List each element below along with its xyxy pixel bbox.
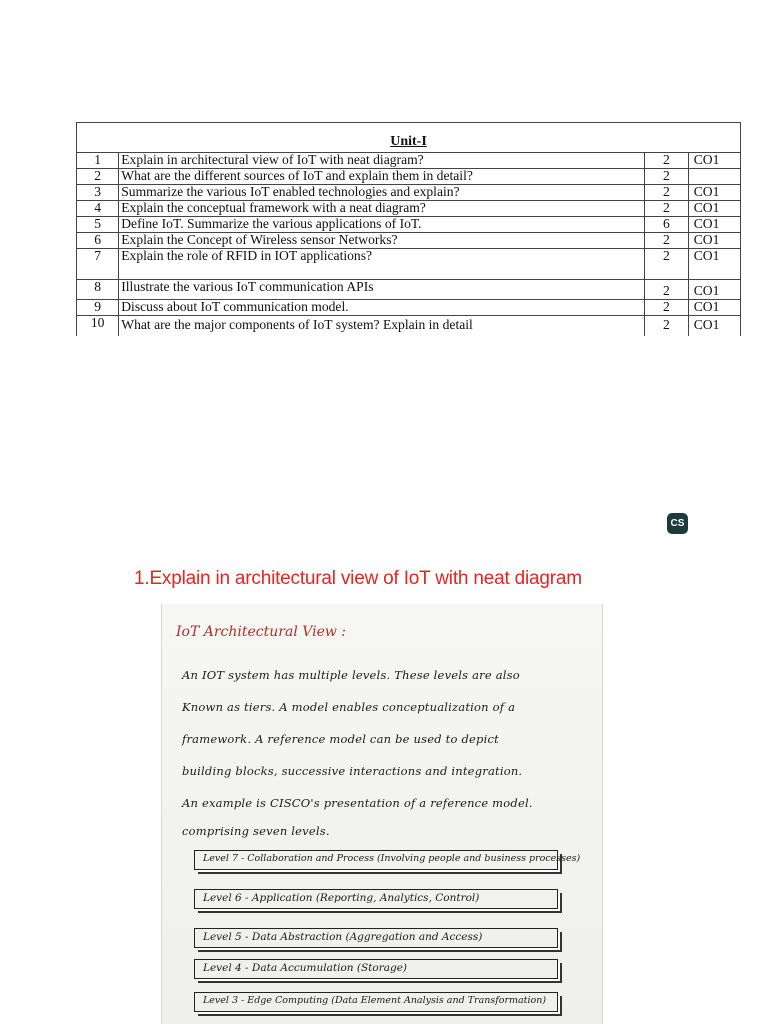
table-row	[77, 280, 741, 300]
question-co: CO1	[688, 316, 740, 337]
question-marks: 2	[645, 185, 689, 201]
level-label: Level 7 - Collaboration and Process (Involving people and business processes)	[203, 853, 581, 864]
question-text: Explain in architectural view of IoT with neat diagram?	[119, 153, 645, 169]
question-co: CO1	[688, 300, 740, 316]
table-row	[77, 316, 741, 337]
question-text: What are the different sources of IoT and explain them in detail?	[119, 169, 645, 185]
level-label: Level 6 - Application (Reporting, Analytics, Control)	[203, 892, 480, 904]
table-row	[77, 300, 741, 316]
question-text	[119, 249, 645, 280]
question-text: Explain the conceptual framework with a neat diagram?	[119, 201, 645, 217]
notes-line: An IOT system has multiple levels. These levels are also	[182, 668, 520, 682]
question-co: CO1	[688, 233, 740, 249]
question-marks: 2	[645, 316, 689, 337]
question-co: CO1	[688, 153, 740, 169]
level-label: Level 3 - Edge Computing (Data Element Analysis and Transformation)	[203, 995, 547, 1006]
question-text: Define IoT. Summarize the various applications of IoT.	[119, 217, 645, 233]
notes-line: framework. A reference model can be used to depict	[182, 732, 499, 746]
question-co: CO1	[688, 249, 740, 280]
question-number: 5	[77, 217, 119, 233]
question-marks: 2	[645, 201, 689, 217]
question-text: Explain the Concept of Wireless sensor Networks?	[119, 233, 645, 249]
question-number: 3	[77, 185, 119, 201]
unit-title: Unit-I	[390, 134, 427, 149]
notes-line: Known as tiers. A model enables conceptualization of a	[182, 700, 516, 714]
level-3-box	[194, 992, 558, 1012]
question-text-content: Explain the role of RFID in IOT applications?	[121, 248, 373, 263]
question-number: 4	[77, 201, 119, 217]
question-text: Illustrate the various IoT communication APIs	[119, 280, 645, 300]
question-marks: 2	[645, 153, 689, 169]
question-number: 8	[77, 280, 119, 300]
question-text: Discuss about IoT communication model.	[119, 300, 645, 316]
answer-heading: 1.Explain in architectural view of IoT with neat diagram	[134, 568, 582, 589]
table-row	[77, 201, 741, 217]
table-row	[77, 233, 741, 249]
table-row	[77, 185, 741, 201]
question-marks: 2	[645, 300, 689, 316]
table-row	[77, 169, 741, 185]
level-label: Level 5 - Data Abstraction (Aggregation and Access)	[203, 931, 483, 943]
question-text: What are the major components of IoT system? Explain in detail	[119, 316, 645, 337]
question-co: CO1	[688, 185, 740, 201]
question-co: CO1	[688, 280, 740, 300]
level-7-box	[194, 850, 581, 870]
question-number: 2	[77, 169, 119, 185]
question-table	[76, 122, 741, 336]
level-6-box	[194, 889, 558, 909]
table-row	[77, 217, 741, 233]
unit-title-cell	[77, 123, 741, 153]
question-co: CO1	[688, 201, 740, 217]
table-row	[77, 153, 741, 169]
level-4-box	[194, 959, 558, 979]
question-marks: 2	[645, 169, 689, 185]
level-label: Level 4 - Data Accumulation (Storage)	[203, 962, 408, 974]
notes-line: comprising seven levels.	[182, 824, 330, 838]
question-marks: 2	[645, 280, 689, 300]
notes-line: building blocks, successive interactions and integration.	[182, 764, 523, 778]
handwritten-notes	[161, 604, 603, 1024]
question-co	[688, 169, 740, 185]
question-number: 7	[77, 249, 119, 280]
question-number: 9	[77, 300, 119, 316]
notes-line: An example is CISCO's presentation of a reference model.	[182, 796, 533, 810]
question-number: 10	[77, 316, 119, 337]
level-5-box	[194, 928, 558, 948]
table-header-row	[77, 123, 741, 153]
camscanner-logo: CS	[667, 513, 688, 534]
question-marks: 2	[645, 249, 689, 280]
question-text: Summarize the various IoT enabled technologies and explain?	[119, 185, 645, 201]
question-number: 6	[77, 233, 119, 249]
question-marks: 2	[645, 233, 689, 249]
question-marks: 6	[645, 217, 689, 233]
question-co: CO1	[688, 217, 740, 233]
table-row	[77, 249, 741, 280]
notes-title: IoT Architectural View :	[176, 624, 347, 640]
question-number: 1	[77, 153, 119, 169]
